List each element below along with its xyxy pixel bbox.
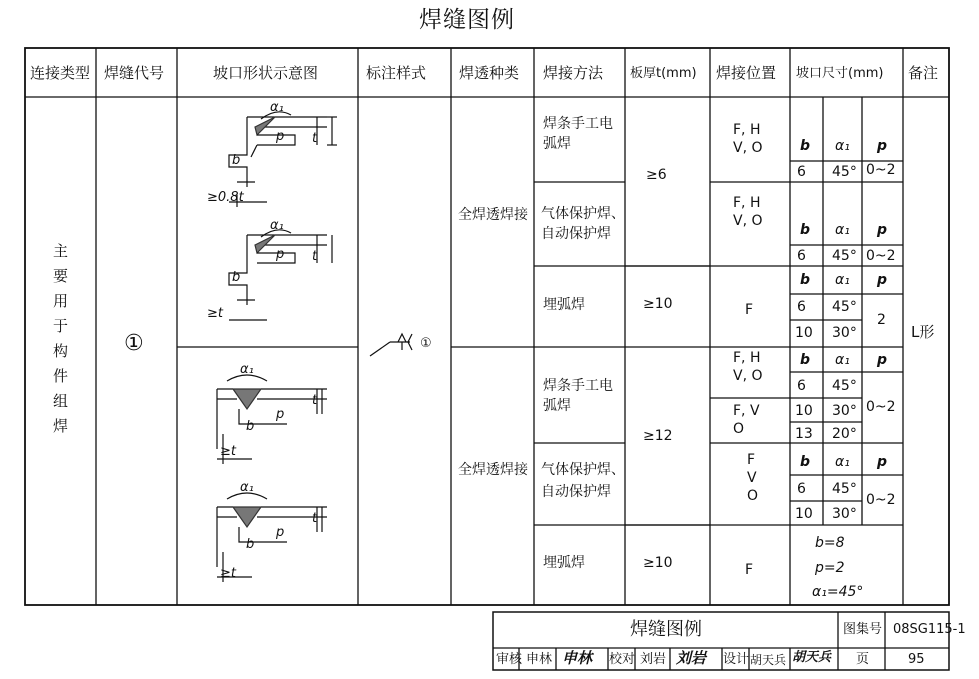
diagram3-alpha-label: α₁	[240, 362, 254, 377]
page-label: 页	[856, 652, 870, 667]
position-4-line2: V, O	[733, 368, 763, 384]
design-name: 胡天兵	[750, 653, 787, 667]
position-3: F	[745, 302, 754, 318]
groove4-b3: 13	[795, 426, 813, 442]
connection-type-char: 件	[53, 367, 69, 385]
groove2-p-header: p	[877, 222, 888, 238]
check-label: 校对	[609, 652, 636, 667]
groove3-a-header: α₁	[835, 272, 850, 288]
groove2-a-value: 45°	[832, 248, 857, 264]
thickness-3: ≥12	[643, 428, 673, 444]
connection-type-char: 要	[53, 267, 69, 285]
groove2-a-header: α₁	[835, 222, 850, 238]
diagram1-t-label: t	[312, 131, 318, 146]
groove6-p: p=2	[815, 560, 845, 576]
groove3-b2: 10	[795, 325, 813, 341]
method-4-line2: 弧焊	[543, 398, 571, 414]
design-label: 设计	[723, 652, 750, 667]
groove3-a2: 30°	[832, 325, 857, 341]
connection-type-char: 构	[53, 342, 69, 360]
groove5-b2: 10	[795, 506, 813, 522]
connection-type-char: 主	[53, 242, 69, 260]
atlas-label: 图集号	[843, 622, 883, 637]
diagram1-min-label: ≥0.8t	[207, 190, 244, 205]
diagram2-alpha-label: α₁	[270, 218, 284, 233]
title-block-title: 焊缝图例	[630, 619, 702, 640]
position-2-line2: V, O	[733, 213, 763, 229]
position-2-line1: F, H	[733, 195, 761, 211]
groove1-p-header: p	[877, 138, 888, 154]
diagram2-b-label: b	[232, 270, 241, 285]
penetration-type-1: 全焊透焊接	[458, 207, 528, 223]
thickness-2: ≥10	[643, 296, 673, 312]
groove4-a1: 45°	[832, 378, 857, 394]
method-2-line2: 自动保护焊	[541, 226, 611, 242]
groove3-a1: 45°	[832, 299, 857, 315]
groove4-a3: 20°	[832, 426, 857, 442]
groove4-p-header: p	[877, 352, 888, 368]
groove1-b-header: b	[800, 138, 811, 154]
method-2-line1: 气体保护焊、	[541, 206, 625, 222]
groove1-a-value: 45°	[832, 164, 857, 180]
groove1-b-value: 6	[797, 164, 806, 180]
check-name: 刘岩	[640, 652, 667, 667]
position-6-line1: F	[747, 452, 756, 468]
diagram2-p-label: p	[276, 247, 285, 262]
diagram3-b-label: b	[246, 419, 255, 434]
groove3-p-header: p	[877, 272, 888, 288]
connection-type-char: 组	[53, 392, 69, 410]
position-1-line2: V, O	[733, 140, 763, 156]
header-position: 焊接位置	[716, 64, 777, 82]
groove4-p: 0~2	[866, 399, 896, 415]
diagram3-p-label: p	[276, 407, 285, 422]
header-weld-code: 焊缝代号	[104, 64, 165, 82]
header-method: 焊接方法	[543, 64, 604, 82]
position-5-line2: O	[733, 421, 745, 437]
diagram2-t-label: t	[312, 249, 318, 264]
diagram1-b-label: b	[232, 153, 241, 168]
groove5-a-header: α₁	[835, 454, 850, 470]
groove5-b-header: b	[800, 454, 811, 470]
header-thickness: 板厚t(mm)	[630, 66, 697, 81]
diagram4-alpha-label: α₁	[240, 480, 254, 495]
thickness-1: ≥6	[646, 167, 667, 183]
atlas-number: 08SG115-1	[893, 622, 966, 637]
penetration-type-2: 全焊透焊接	[458, 462, 528, 478]
header-remark: 备注	[908, 64, 939, 82]
groove-diagrams	[177, 97, 358, 605]
groove2-b-value: 6	[797, 248, 806, 264]
method-1-line1: 焊条手工电	[543, 116, 613, 132]
check-signature: 刘岩	[676, 649, 707, 667]
groove4-a-header: α₁	[835, 352, 850, 368]
groove5-a2: 30°	[832, 506, 857, 522]
review-label: 审核	[496, 652, 523, 667]
groove3-p: 2	[877, 312, 886, 328]
connection-type-char: 于	[53, 317, 69, 335]
groove5-b1: 6	[797, 481, 806, 497]
position-7: F	[745, 562, 754, 578]
diagram4-p-label: p	[276, 525, 285, 540]
groove3-b-header: b	[800, 272, 811, 288]
groove4-b1: 6	[797, 378, 806, 394]
header-groove-diagram: 坡口形状示意图	[213, 64, 319, 82]
diagram3-t-label: t	[312, 393, 318, 408]
connection-type-char: 焊	[53, 417, 69, 435]
groove6-b: b=8	[815, 535, 845, 551]
diagram1-p-label: p	[276, 129, 285, 144]
weld-mark-symbol	[368, 330, 428, 360]
groove3-b1: 6	[797, 299, 806, 315]
review-name: 申林	[526, 652, 553, 667]
position-1-line1: F, H	[733, 122, 761, 138]
header-mark-style: 标注样式	[366, 64, 427, 82]
diagram4-min-label: ≥t	[220, 566, 236, 581]
page-title: 焊缝图例	[419, 7, 515, 33]
groove1-p-value: 0~2	[866, 162, 896, 178]
groove2-p-value: 0~2	[866, 248, 896, 264]
diagram4-t-label: t	[312, 511, 318, 526]
remark-value: L形	[911, 323, 935, 341]
header-connection-type: 连接类型	[30, 64, 91, 82]
method-5-line2: 自动保护焊	[541, 484, 611, 500]
method-1-line2: 弧焊	[543, 136, 571, 152]
method-4-line1: 焊条手工电	[543, 378, 613, 394]
groove6-alpha: α₁=45°	[812, 584, 864, 600]
weld-mark-code: ①	[420, 336, 432, 351]
thickness-4: ≥10	[643, 555, 673, 571]
position-6-line3: O	[747, 488, 759, 504]
header-groove-size: 坡口尺寸(mm)	[796, 66, 884, 81]
groove4-b2: 10	[795, 403, 813, 419]
review-signature: 申林	[562, 649, 593, 667]
groove5-p: 0~2	[866, 492, 896, 508]
groove5-a1: 45°	[832, 481, 857, 497]
groove4-b-header: b	[800, 352, 811, 368]
diagram-l-bevel-1	[229, 112, 337, 207]
method-3: 埋弧焊	[543, 297, 585, 313]
position-5-line1: F, V	[733, 403, 760, 419]
position-4-line1: F, H	[733, 350, 761, 366]
weld-code: ①	[124, 331, 144, 356]
connection-type-char: 用	[53, 292, 69, 310]
diagram4-b-label: b	[246, 537, 255, 552]
groove5-p-header: p	[877, 454, 888, 470]
diagram-l-bevel-2	[229, 230, 332, 320]
design-signature: 胡天兵	[792, 650, 832, 665]
position-6-line2: V	[747, 470, 757, 486]
groove1-a-header: α₁	[835, 138, 850, 154]
diagram2-min-label: ≥t	[207, 306, 223, 321]
diagram3-min-label: ≥t	[220, 444, 236, 459]
header-penetration: 焊透种类	[459, 64, 520, 82]
groove2-b-header: b	[800, 222, 811, 238]
diagram1-alpha-label: α₁	[270, 100, 284, 115]
page-number: 95	[908, 652, 925, 667]
groove4-a2: 30°	[832, 403, 857, 419]
method-6: 埋弧焊	[543, 555, 585, 571]
method-5-line1: 气体保护焊、	[541, 462, 625, 478]
